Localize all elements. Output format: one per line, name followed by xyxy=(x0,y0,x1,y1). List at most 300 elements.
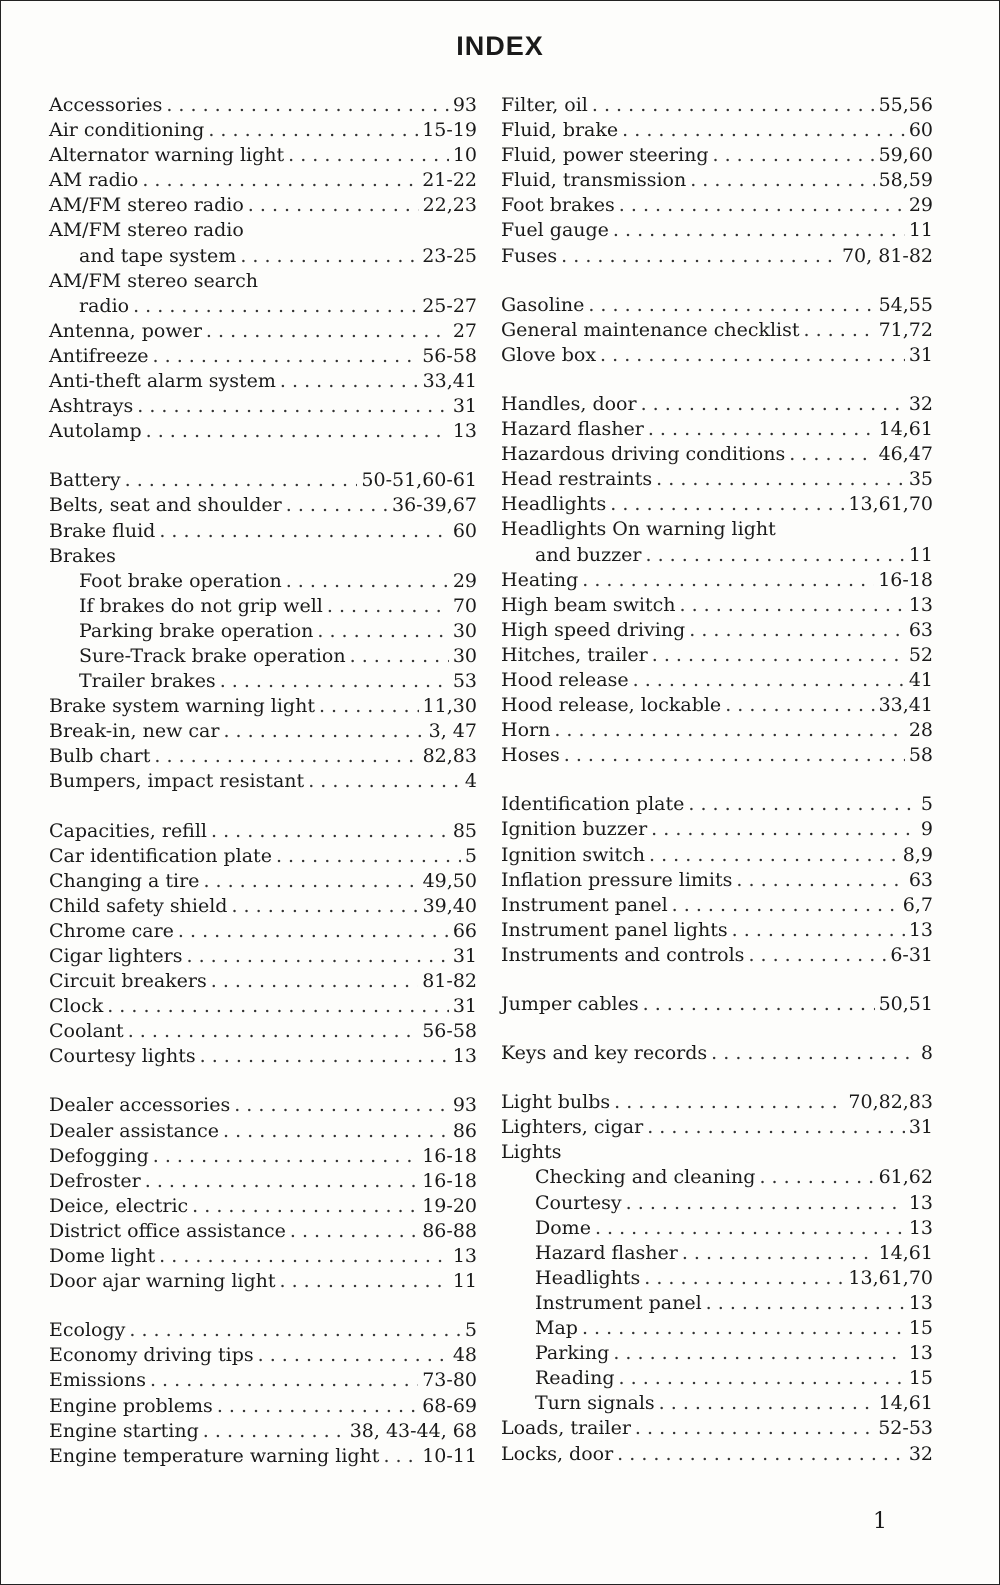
dot-leader xyxy=(706,1291,905,1316)
dot-leader xyxy=(317,619,448,644)
index-entry-label: General maintenance checklist xyxy=(501,318,800,341)
index-entry-label: AM/FM stereo radio xyxy=(49,194,244,217)
index-entry-page: 71,72 xyxy=(878,318,933,341)
index-entry-label: Dome xyxy=(535,1216,591,1239)
index-entry xyxy=(501,568,933,593)
index-entry-page: 14,61 xyxy=(878,1392,933,1415)
index-entry-label: Instruments and controls xyxy=(501,943,745,966)
dot-leader xyxy=(614,1090,844,1115)
index-entry-label: Sure-Track brake operation xyxy=(79,644,346,667)
index-entry-page: 31 xyxy=(452,945,477,967)
index-entry-page: 11,30 xyxy=(422,695,477,718)
index-entry-label: Engine starting xyxy=(49,1419,199,1442)
index-entry xyxy=(49,819,477,844)
index-entry-label: AM radio xyxy=(49,169,139,192)
index-entry-label: Door ajar warning light xyxy=(49,1270,276,1293)
index-entry-label: Trailer brakes xyxy=(79,670,216,693)
index-entry xyxy=(501,792,933,817)
index-entry xyxy=(49,994,477,1019)
index-entry-label: Map xyxy=(535,1317,578,1340)
index-entry xyxy=(501,1442,933,1467)
index-entry-label: Light bulbs xyxy=(501,1091,611,1114)
dot-leader xyxy=(652,643,905,668)
index-entry xyxy=(501,417,933,442)
dot-leader xyxy=(223,1119,449,1144)
index-entry xyxy=(501,467,933,492)
index-entry-label: Instrument panel lights xyxy=(501,918,728,941)
index-entry-label: Fluid, transmission xyxy=(501,169,687,192)
dot-leader xyxy=(635,1416,874,1441)
dot-leader xyxy=(732,918,905,943)
dot-leader xyxy=(159,519,448,544)
index-entry-page: 70, 81-82 xyxy=(841,244,933,267)
index-entry-page: 19-20 xyxy=(422,1194,477,1217)
index-entry xyxy=(501,943,933,968)
index-entry xyxy=(49,93,477,118)
index-entry xyxy=(49,193,477,218)
index-entry-page: 8 xyxy=(920,1042,933,1065)
index-entry-label: Engine problems xyxy=(49,1394,213,1417)
index-entry-label: Parking xyxy=(535,1342,610,1365)
index-entry-page: 4 xyxy=(464,770,477,793)
index-entry xyxy=(501,293,933,318)
index-entry-page: 63 xyxy=(908,868,933,891)
index-entry xyxy=(501,392,933,417)
index-entry-label: Hood release, lockable xyxy=(501,694,722,717)
index-entry-label: Ignition switch xyxy=(501,843,646,866)
index-entry xyxy=(501,1165,933,1190)
index-entry xyxy=(49,493,477,518)
index-entry-page: 13 xyxy=(908,918,933,941)
index-entry-label: Turn signals xyxy=(535,1392,655,1415)
index-entry-label: Fuses xyxy=(501,244,558,267)
index-entry-label: Car identification plate xyxy=(49,844,272,867)
dot-leader xyxy=(240,244,418,269)
dot-leader xyxy=(153,344,419,369)
index-entry-label: Deice, electric xyxy=(49,1194,189,1217)
dot-leader xyxy=(350,644,449,669)
dot-leader xyxy=(647,1115,905,1140)
index-entry xyxy=(501,843,933,868)
index-entry-label: Battery xyxy=(49,469,121,492)
index-entry-page: 58 xyxy=(908,744,933,767)
index-entry xyxy=(501,118,933,143)
index-entry-label: Keys and key records xyxy=(501,1042,708,1065)
dot-leader xyxy=(208,118,418,143)
index-entry xyxy=(501,1115,933,1140)
index-entry xyxy=(49,344,477,369)
index-entry xyxy=(49,244,477,269)
dot-leader xyxy=(804,318,875,343)
index-entry-page: 13 xyxy=(908,1291,933,1314)
index-entry-page: 32 xyxy=(908,392,933,415)
index-entry xyxy=(501,318,933,343)
index-entry-label: Foot brakes xyxy=(501,194,615,217)
index-entry-label: Headlights xyxy=(501,493,607,516)
index-entry-page: 31 xyxy=(452,395,477,418)
index-entry xyxy=(49,1044,477,1069)
index-entry-page: 11 xyxy=(908,219,933,242)
index-entry-label: Engine temperature warning light xyxy=(49,1444,380,1467)
index-entry xyxy=(49,1444,477,1469)
index-entry-page: 32 xyxy=(908,1442,933,1465)
index-entry xyxy=(49,419,477,444)
index-entry-label: Changing a tire xyxy=(49,869,200,892)
index-entry-label: Chrome care xyxy=(49,919,174,942)
index-entry-label: Brakes xyxy=(49,544,116,567)
index-entry-label: Ignition buzzer xyxy=(501,818,648,841)
index-entry xyxy=(49,294,477,319)
index-entry xyxy=(501,1140,933,1165)
index-entry xyxy=(49,468,477,493)
index-entry-page: 60 xyxy=(452,519,477,542)
index-entry-label: Head restraints xyxy=(501,468,653,491)
index-entry-page: 16-18 xyxy=(422,1169,477,1192)
dot-leader xyxy=(595,1216,905,1241)
index-entry-page: 13 xyxy=(908,593,933,616)
dot-leader xyxy=(633,668,905,693)
index-entry-label: and tape system xyxy=(79,244,237,267)
index-entry xyxy=(49,218,477,243)
dot-leader xyxy=(656,467,905,492)
dot-leader xyxy=(220,669,449,694)
index-entry xyxy=(501,668,933,693)
index-entry xyxy=(49,769,477,794)
index-entry xyxy=(501,1216,933,1241)
index-entry xyxy=(49,143,477,168)
index-entry-label: radio xyxy=(79,294,130,317)
index-entry-label: Dealer accessories xyxy=(49,1094,231,1117)
index-entry-page: 13 xyxy=(908,1216,933,1239)
index-entry xyxy=(49,969,477,994)
dot-leader xyxy=(622,118,905,143)
index-entry xyxy=(501,1291,933,1316)
dot-leader xyxy=(286,493,388,518)
dot-leader xyxy=(672,893,899,918)
index-entry xyxy=(49,569,477,594)
index-entry-page: 70,82,83 xyxy=(848,1091,933,1114)
dot-leader xyxy=(234,1093,449,1118)
index-entry-page: 14,61 xyxy=(878,1241,933,1264)
dot-leader xyxy=(308,769,461,794)
index-entry xyxy=(49,744,477,769)
index-entry-page: 31 xyxy=(908,1116,933,1139)
index-entry-page: 56-58 xyxy=(422,344,477,367)
dot-leader xyxy=(206,319,449,344)
index-entry-label: Child safety shield xyxy=(49,894,228,917)
dot-leader xyxy=(231,894,418,919)
dot-leader xyxy=(690,168,874,193)
index-entry-page: 60 xyxy=(908,119,933,142)
index-entry-page: 46,47 xyxy=(878,443,933,466)
dot-leader xyxy=(125,468,358,493)
index-entry-page: 6,7 xyxy=(902,893,933,916)
index-entry-label: Autolamp xyxy=(49,420,142,443)
dot-leader xyxy=(646,543,905,568)
index-entry xyxy=(49,1244,477,1269)
index-entry-label: Hazard flasher xyxy=(501,418,644,441)
page-number: 1 xyxy=(873,1509,887,1534)
index-entry xyxy=(501,1090,933,1115)
index-entry-label: Loads, trailer xyxy=(501,1417,631,1440)
index-column-right xyxy=(501,93,933,1467)
dot-leader xyxy=(146,419,449,444)
index-entry xyxy=(501,593,933,618)
index-entry xyxy=(501,93,933,118)
index-entry-label: Ashtrays xyxy=(49,395,134,418)
dot-leader xyxy=(159,1244,449,1269)
index-entry-page: 30 xyxy=(452,619,477,642)
index-entry-label: Headlights On warning light xyxy=(501,518,776,541)
index-entry-page: 70 xyxy=(452,594,477,617)
dot-leader xyxy=(582,568,874,593)
index-entry xyxy=(49,869,477,894)
index-entry-page: 63 xyxy=(908,618,933,641)
index-entry xyxy=(501,1191,933,1216)
index-entry-label: Heating xyxy=(501,568,579,591)
index-entry-label: Locks, door xyxy=(501,1442,614,1465)
index-entry xyxy=(49,1093,477,1118)
index-entry-label: Filter, oil xyxy=(501,94,588,116)
index-entry xyxy=(501,1316,933,1341)
index-entry-page: 55,56 xyxy=(878,94,933,116)
dot-leader xyxy=(248,193,419,218)
index-entry xyxy=(501,492,933,517)
index-entry-page: 6-31 xyxy=(890,943,933,966)
index-entry-page: 15 xyxy=(908,1317,933,1340)
index-entry-label: Checking and cleaning xyxy=(535,1166,756,1189)
index-entry-label: If brakes do not grip well xyxy=(79,594,323,617)
index-entry-label: Fluid, brake xyxy=(501,119,619,142)
index-entry-page: 10 xyxy=(452,144,477,167)
index-entry xyxy=(49,1394,477,1419)
index-entry-page: 13 xyxy=(908,1191,933,1214)
index-entry-page: 73-80 xyxy=(422,1369,477,1392)
index-entry xyxy=(501,618,933,643)
index-entry-label: Hood release xyxy=(501,668,629,691)
index-entry-label: Dealer assistance xyxy=(49,1119,219,1142)
index-entry xyxy=(501,442,933,467)
dot-leader xyxy=(649,843,899,868)
index-entry-label: Hoses xyxy=(501,744,560,767)
index-entry-label: Anti-theft alarm system xyxy=(49,370,276,393)
index-entry-label: District office assistance xyxy=(49,1219,286,1242)
dot-leader xyxy=(286,569,449,594)
index-entry xyxy=(49,1269,477,1294)
index-entry xyxy=(49,1343,477,1368)
index-entry-page: 5 xyxy=(920,793,933,816)
index-entry-label: Courtesy xyxy=(535,1191,622,1214)
index-entry-page: 8,9 xyxy=(902,843,933,866)
index-entry-label: Fluid, power steering xyxy=(501,144,709,167)
index-entry xyxy=(501,1341,933,1366)
index-entry-label: AM/FM stereo radio xyxy=(49,219,244,242)
index-entry-page: 13,61,70 xyxy=(848,1266,933,1289)
dot-leader xyxy=(154,744,418,769)
index-entry xyxy=(501,517,933,542)
index-entry-page: 35 xyxy=(908,468,933,491)
index-entry-page: 50-51,60-61 xyxy=(361,469,477,492)
index-entry-page: 82,83 xyxy=(422,745,477,768)
dot-leader xyxy=(641,392,905,417)
dot-leader xyxy=(619,193,905,218)
dot-leader xyxy=(736,868,904,893)
index-entry-page: 48 xyxy=(452,1344,477,1367)
index-entry-page: 11 xyxy=(452,1270,477,1293)
index-entry xyxy=(49,594,477,619)
dot-leader xyxy=(561,244,838,269)
index-entry xyxy=(501,193,933,218)
dot-leader xyxy=(137,394,449,419)
index-entry-page: 13 xyxy=(908,1342,933,1365)
index-entry-label: Dome light xyxy=(49,1245,156,1268)
index-entry-label: Brake fluid xyxy=(49,519,156,542)
index-entry-page: 86-88 xyxy=(422,1219,477,1242)
dot-leader xyxy=(217,1394,418,1419)
dot-leader xyxy=(383,1444,418,1469)
index-entry-label: Courtesy lights xyxy=(49,1045,196,1068)
index-entry-page: 13,61,70 xyxy=(848,493,933,516)
index-entry-page: 59,60 xyxy=(878,144,933,167)
index-entry-page: 39,40 xyxy=(422,894,477,917)
index-entry-page: 31 xyxy=(908,343,933,366)
dot-leader xyxy=(166,93,448,118)
index-entry xyxy=(49,1219,477,1244)
index-entry-label: High beam switch xyxy=(501,593,676,616)
index-entry-page: 52 xyxy=(908,643,933,666)
page-title: INDEX xyxy=(456,31,544,61)
index-entry xyxy=(501,868,933,893)
index-entry-page: 16-18 xyxy=(422,1144,477,1167)
index-entry xyxy=(49,644,477,669)
index-entry xyxy=(49,1144,477,1169)
index-entry-label: Coolant xyxy=(49,1020,124,1043)
index-entry-label: Handles, door xyxy=(501,392,637,415)
dot-leader xyxy=(280,1269,449,1294)
index-entry-page: 56-58 xyxy=(422,1020,477,1043)
index-entry-page: 58,59 xyxy=(878,169,933,192)
index-entry-label: Instrument panel xyxy=(535,1291,702,1314)
dot-leader xyxy=(200,1044,449,1069)
index-entry-page: 13 xyxy=(452,1245,477,1268)
index-entry xyxy=(49,1368,477,1393)
index-entry-label: Break-in, new car xyxy=(49,720,220,743)
index-entry xyxy=(501,143,933,168)
index-entry xyxy=(501,643,933,668)
index-entry-label: Clock xyxy=(49,995,104,1018)
index-entry-label: Lighters, cigar xyxy=(501,1116,644,1139)
dot-leader xyxy=(688,792,917,817)
dot-leader xyxy=(644,1266,844,1291)
index-entry-label: Inflation pressure limits xyxy=(501,868,733,891)
index-entry-page: 15 xyxy=(908,1367,933,1390)
index-entry-page: 23-25 xyxy=(422,244,477,267)
dot-leader xyxy=(280,369,419,394)
index-entry-page: 22,23 xyxy=(422,194,477,217)
index-entry xyxy=(49,669,477,694)
dot-leader xyxy=(129,1318,461,1343)
index-entry-page: 13 xyxy=(452,1045,477,1068)
index-entry-page: 28 xyxy=(908,719,933,742)
index-entry-label: Circuit breakers xyxy=(49,970,207,993)
dot-leader xyxy=(187,944,449,969)
index-entry xyxy=(501,1391,933,1416)
index-entry-page: 13 xyxy=(452,420,477,443)
index-entry-page: 41 xyxy=(908,668,933,691)
dot-leader xyxy=(648,417,875,442)
dot-leader xyxy=(619,1366,905,1391)
index-entry xyxy=(501,1366,933,1391)
index-entry xyxy=(49,1119,477,1144)
dot-leader xyxy=(617,1442,905,1467)
dot-leader xyxy=(150,1368,418,1393)
index-entry-page: 3, 47 xyxy=(428,720,477,743)
index-entry xyxy=(501,893,933,918)
dot-leader xyxy=(613,218,905,243)
index-entry-page: 49,50 xyxy=(422,869,477,892)
index-entry xyxy=(501,718,933,743)
dot-leader xyxy=(588,293,874,318)
index-entry xyxy=(49,1169,477,1194)
index-entry xyxy=(49,269,477,294)
index-entry xyxy=(49,619,477,644)
index-entry-page: 14,61 xyxy=(878,418,933,441)
dot-leader xyxy=(128,1019,419,1044)
dot-leader xyxy=(258,1343,449,1368)
index-entry xyxy=(501,992,933,1017)
index-entry-page: 61,62 xyxy=(878,1166,933,1189)
dot-leader xyxy=(276,844,461,869)
index-entry-label: Identification plate xyxy=(501,793,685,816)
dot-leader xyxy=(626,1191,905,1216)
index-entry xyxy=(49,394,477,419)
index-entry-page: 38, 43-44, 68 xyxy=(349,1419,477,1442)
index-entry-page: 15-19 xyxy=(422,119,477,142)
index-column-left xyxy=(49,93,477,1469)
index-entry xyxy=(501,918,933,943)
index-entry-label: High speed driving xyxy=(501,618,686,641)
index-entry xyxy=(49,168,477,193)
index-entry xyxy=(49,719,477,744)
index-entry-label: Hazardous driving conditions xyxy=(501,443,786,466)
index-entry-page: 5 xyxy=(464,1319,477,1342)
dot-leader xyxy=(725,693,874,718)
index-entry-page: 68-69 xyxy=(422,1394,477,1417)
index-entry xyxy=(501,1241,933,1266)
index-entry-label: Reading xyxy=(535,1367,615,1390)
dot-leader xyxy=(759,1165,874,1190)
index-entry-page: 85 xyxy=(452,819,477,842)
index-entry-label: Emissions xyxy=(49,1369,146,1392)
dot-leader xyxy=(689,618,905,643)
dot-leader xyxy=(107,994,449,1019)
index-entry-page: 30 xyxy=(452,644,477,667)
dot-leader xyxy=(223,719,424,744)
index-entry-page: 93 xyxy=(452,1094,477,1117)
index-entry-label: Air conditioning xyxy=(49,119,205,142)
index-entry-page: 9 xyxy=(920,818,933,841)
dot-leader xyxy=(203,869,418,894)
index-entry xyxy=(501,244,933,269)
dot-leader xyxy=(600,343,905,368)
index-entry-label: Defogging xyxy=(49,1144,149,1167)
index-entry xyxy=(501,693,933,718)
index-entry xyxy=(49,519,477,544)
index-entry-page: 25-27 xyxy=(422,294,477,317)
dot-leader xyxy=(659,1391,875,1416)
index-entry-page: 10-11 xyxy=(422,1444,477,1467)
index-entry-label: Accessories xyxy=(49,94,163,116)
